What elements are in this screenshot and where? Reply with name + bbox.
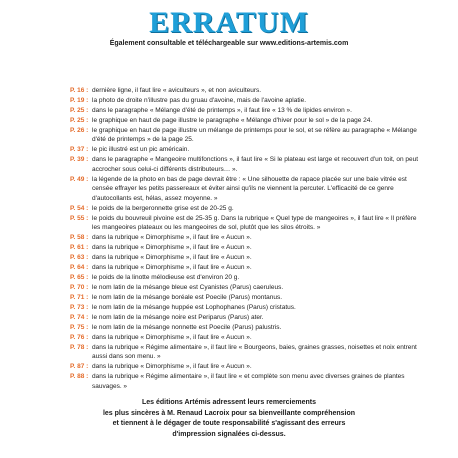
list-item — [70, 155, 420, 174]
correction-text: dans la rubrique « Régime alimentaire », il faut lire « et complète son menu avec diverses graines de plantes sauvages. » — [92, 373, 405, 390]
page-ref: P. 75 : — [70, 323, 89, 331]
page-ref: P. 71 : — [70, 293, 89, 301]
correction-text: dans la rubrique « Dimorphisme », il faut lire « Aucun ». — [92, 333, 252, 341]
list-item — [70, 233, 420, 243]
erratum-title: ERRATUM — [149, 6, 309, 39]
acknowledgement-line: Les éditions Artémis adressent leurs remerciements — [141, 399, 317, 406]
page-ref: P. 16 : — [70, 87, 89, 94]
acknowledgement — [0, 398, 458, 440]
page-ref: P. 19 : — [70, 96, 89, 104]
list-item — [70, 362, 420, 372]
list-item — [70, 214, 420, 233]
correction-text: la photo de droite n'illustre pas du gruau d'avoine, mais de l'avoine aplatie. — [92, 96, 307, 104]
list-item — [70, 313, 420, 323]
correction-text: le pic illustré est un pic américain. — [92, 146, 190, 154]
page-ref: P. 70 : — [70, 284, 89, 292]
page-ref: P. 61 : — [70, 244, 89, 252]
correction-text: dernière ligne, il faut lire « aviculteurs », et non aviculteurs. — [92, 87, 262, 94]
correction-text: le nom latin de la mésange huppée est Lophophanes (Parus) cristatus. — [92, 303, 296, 311]
list-item — [70, 243, 420, 253]
list-item — [70, 126, 420, 145]
page-ref: P. 26 : — [70, 126, 89, 134]
list-item — [70, 303, 420, 313]
correction-text: dans le paragraphe « Mélange d'été de printemps », il faut lire « 13 % de lipides environ ». — [92, 106, 352, 114]
correction-text: le poids de la linotte mélodieuse est d'environ 20 g. — [92, 274, 240, 282]
page-ref: P. 73 : — [70, 303, 89, 311]
list-item — [70, 323, 420, 333]
list-item — [70, 204, 420, 214]
correction-text: dans la rubrique « Dimorphisme », il faut lire « Aucun ». — [92, 244, 252, 252]
erratum-list — [70, 86, 420, 392]
correction-text: dans le paragraphe « Mangeoire multifonctions », il faut lire « Si le plateau est large et recouvert d'un toit, on peut accrocher sous celui-ci différents distributeurs… ». — [92, 156, 419, 173]
page-ref: P. 55 : — [70, 214, 89, 222]
page-ref: P. 88 : — [70, 373, 89, 381]
correction-text: dans la rubrique « Dimorphisme », il faut lire « Aucun ». — [92, 254, 252, 262]
correction-text: dans la rubrique « Régime alimentaire », il faut lire « Bourgeons, baies, graines grasses, noisettes et noix entrent aussi dans son menu. » — [92, 343, 417, 361]
acknowledgement-line: les plus sincères à M. Renaud Lacroix pour sa bienveillante compréhension — [102, 409, 356, 417]
list-item — [70, 273, 420, 283]
list-item — [70, 253, 420, 263]
page-ref: P. 76 : — [70, 333, 89, 341]
correction-text: le poids du bouvreuil pivoine est de 25-35 g. Dans la rubrique « Quel type de mangeoires », il faut lire « Il préfère les mangeoires plateaux ou les mangeoires de sol, plutôt que les silos étroits. » — [92, 214, 417, 232]
page-ref: P. 25 : — [70, 106, 89, 114]
list-item — [70, 145, 420, 155]
list-item — [70, 86, 420, 96]
correction-text: la légende de la photo en bas de page devrait être : « Une silhouette de rapace placée sur une baie vitrée est censée effrayer les petits passereaux et éviter ainsi qu'ils ne viennent la percuter. L'efficacité de ce genre d'autocollants est, hélas, assez moyenne. » — [92, 175, 407, 202]
correction-text: dans la rubrique « Dimorphisme », il faut lire « Aucun ». — [92, 234, 252, 242]
list-item — [70, 283, 420, 293]
correction-text: le graphique en haut de page illustre le paragraphe « Mélange d'hiver pour le sol » de la page 24. — [92, 116, 373, 124]
page-ref: P. 54 : — [70, 204, 89, 212]
correction-text: le nom latin de la mésange noire est Periparus (Parus) ater. — [92, 313, 264, 321]
page-ref: P. 49 : — [70, 175, 89, 183]
correction-text: dans la rubrique « Dimorphisme », il faut lire « Aucun ». — [92, 264, 252, 272]
list-item — [70, 333, 420, 343]
list-item — [70, 106, 420, 116]
list-item — [70, 372, 420, 391]
page-ref: P. 65 : — [70, 274, 89, 282]
page-ref: P. 87 : — [70, 363, 89, 371]
page-ref: P. 58 : — [70, 234, 89, 242]
list-item — [70, 263, 420, 273]
page-ref: P. 64 : — [70, 264, 89, 272]
correction-text: le nom latin de la mésange boréale est Poecile (Parus) montanus. — [92, 293, 283, 301]
correction-text: le nom latin de la mésange bleue est Cyanistes (Parus) caeruleus. — [92, 284, 284, 292]
page-ref: P. 78 : — [70, 343, 89, 351]
list-item — [70, 293, 420, 303]
acknowledgement-line: et tiennent à le dégager de toute responsabilité s'agissant des erreurs — [112, 420, 346, 427]
page-ref: P. 74 : — [70, 313, 89, 321]
page-ref: P. 37 : — [70, 146, 89, 154]
page-ref: P. 39 : — [70, 156, 89, 164]
correction-text: le poids de la bergeronnette grise est de 20-25 g. — [92, 204, 234, 212]
correction-text: le nom latin de la mésange nonnette est Poecile (Parus) palustris. — [92, 323, 282, 331]
list-item — [70, 96, 420, 106]
acknowledgement-line: d'impression signalées ci-dessus. — [172, 430, 286, 438]
page-ref: P. 25 : — [70, 116, 89, 124]
subtitle: Également consultable et téléchargeable sur www.editions-artemis.com — [109, 40, 349, 47]
correction-text: dans la rubrique « Dimorphisme », il faut lire « Aucun ». — [92, 363, 252, 371]
page-ref: P. 63 : — [70, 254, 89, 262]
correction-text: le graphique en haut de page illustre un mélange de printemps pour le sol, et se réfère au paragraphe « Mélange d'été de printemps » de la page 25. — [92, 126, 417, 144]
list-item — [70, 343, 420, 362]
list-item — [70, 116, 420, 126]
list-item — [70, 175, 420, 204]
